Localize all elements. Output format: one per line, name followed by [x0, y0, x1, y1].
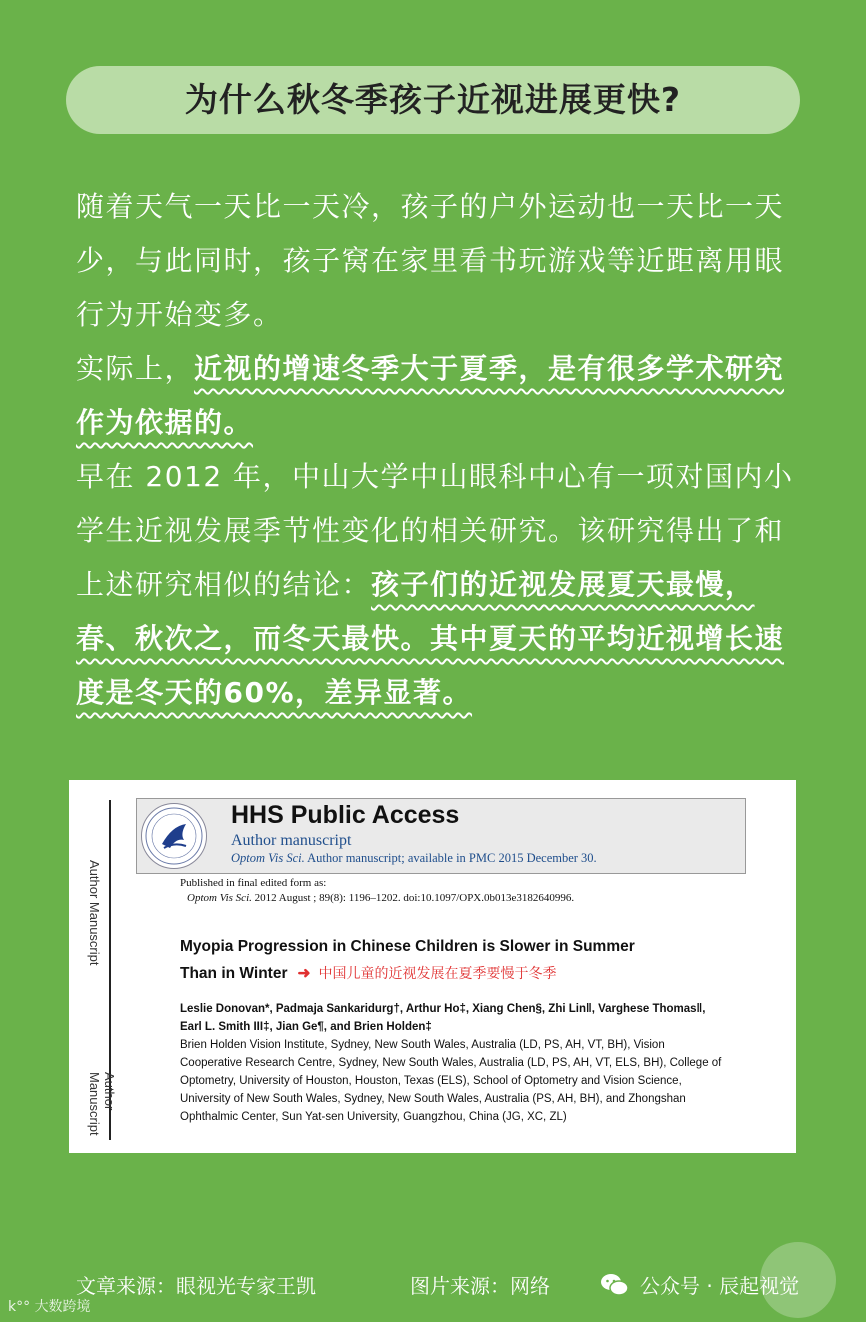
affiliations: Brien Holden Vision Institute, Sydney, New South Wales, Australia (LD, PS, AH, VT, BH), Vision Cooperative Research Centre, Sydney, New South Wales, Australia (LD, PS, AH, VT, ELS, BH), College of Optometry, University of Houston, Houston, Texas (ELS), School of Optometry and Vision Science, University of New South Wales, Sydney, New South Wales, Australia (PS, AH, BH), and Zhongshan Ophthalmic Center, Sun Yat-sen University, Guangzhou, China (JG, XC, ZL) — [180, 1039, 722, 1123]
paper-screenshot — [69, 780, 796, 1153]
hhs-availability-line — [231, 851, 597, 866]
paragraph-1: 随着天气一天比一天冷，孩子的户外运动也一天比一天少，与此同时，孩子窝在家里看书玩游戏等近距离用眼行为开始变多。 — [76, 190, 785, 331]
paragraph-2 — [76, 342, 806, 450]
author-list: Leslie Donovan*, Padmaja Sankaridurg†, Arthur Ho‡, Xiang Chen§, Zhi Lin‖, Varghese Thomas‖, Earl L. Smith III‡, Jian Ge¶, and Brien Holden‡ — [180, 1003, 706, 1033]
watermark-text: 大数跨境 — [34, 1299, 91, 1315]
side-label-author-manuscript: Author Manuscript — [87, 860, 102, 966]
watermark — [8, 1296, 91, 1316]
article-title-line-2-text: Than in Winter — [180, 965, 288, 982]
published-label: Published in final edited form as: — [180, 877, 327, 889]
article-source: 文章来源：眼视光专家王凯 — [76, 1274, 316, 1298]
side-label-author-manuscript-2: Author Manuscript — [87, 1072, 117, 1136]
hhs-subtitle: Author manuscript — [231, 832, 352, 849]
article-title-line-2 — [180, 963, 557, 983]
red-arrow-icon: ➜ — [297, 965, 311, 982]
chinese-annotation: 中国儿童的近视发展在夏季要慢于冬季 — [318, 966, 557, 982]
hhs-seal-icon — [141, 803, 207, 869]
article-title-line-1: Myopia Progression in Chinese Children is Slower in Summer — [180, 938, 635, 955]
paragraph-2-text: 实际上， — [76, 352, 195, 385]
watermark-logo-icon: k°° — [8, 1299, 31, 1315]
paragraph-3 — [76, 450, 806, 720]
paragraph-3-highlight: 孩子们的近视发展夏天最慢，春、秋次之，而冬天最快。其中夏天的平均近视增长速度是冬天的60%，差异显著。 — [76, 568, 785, 709]
hhs-journal: Optom Vis Sci. — [231, 851, 305, 865]
citation-text: 2012 August ; 89(8): 1196–1202. doi:10.1097/OPX.0b013e3182640996. — [251, 892, 575, 904]
page-title: 为什么秋冬季孩子近视进展更快? — [184, 80, 682, 119]
citation-journal: Optom Vis Sci. — [187, 892, 252, 904]
hhs-title: HHS Public Access — [231, 801, 460, 829]
wechat-icon — [600, 1272, 630, 1298]
paragraph-2-highlight: 近视的增速冬季大于夏季，是有很多学术研究作为依据的。 — [76, 352, 785, 439]
image-source: 图片来源：网络 — [410, 1274, 550, 1298]
hhs-header — [136, 798, 746, 874]
paragraph-3-text: 早在 2012 年，中山大学中山眼科中心有一项对国内小学生近视发展季节性变化的相关研究。该研究得出了和上述研究相似的结论： — [76, 460, 794, 601]
citation-line — [187, 892, 574, 904]
hhs-availability-text: Author manuscript; available in PMC 2015 December 30. — [304, 851, 597, 865]
title-banner — [66, 66, 800, 134]
account-name: 公众号 · 辰起视觉 — [640, 1274, 800, 1298]
